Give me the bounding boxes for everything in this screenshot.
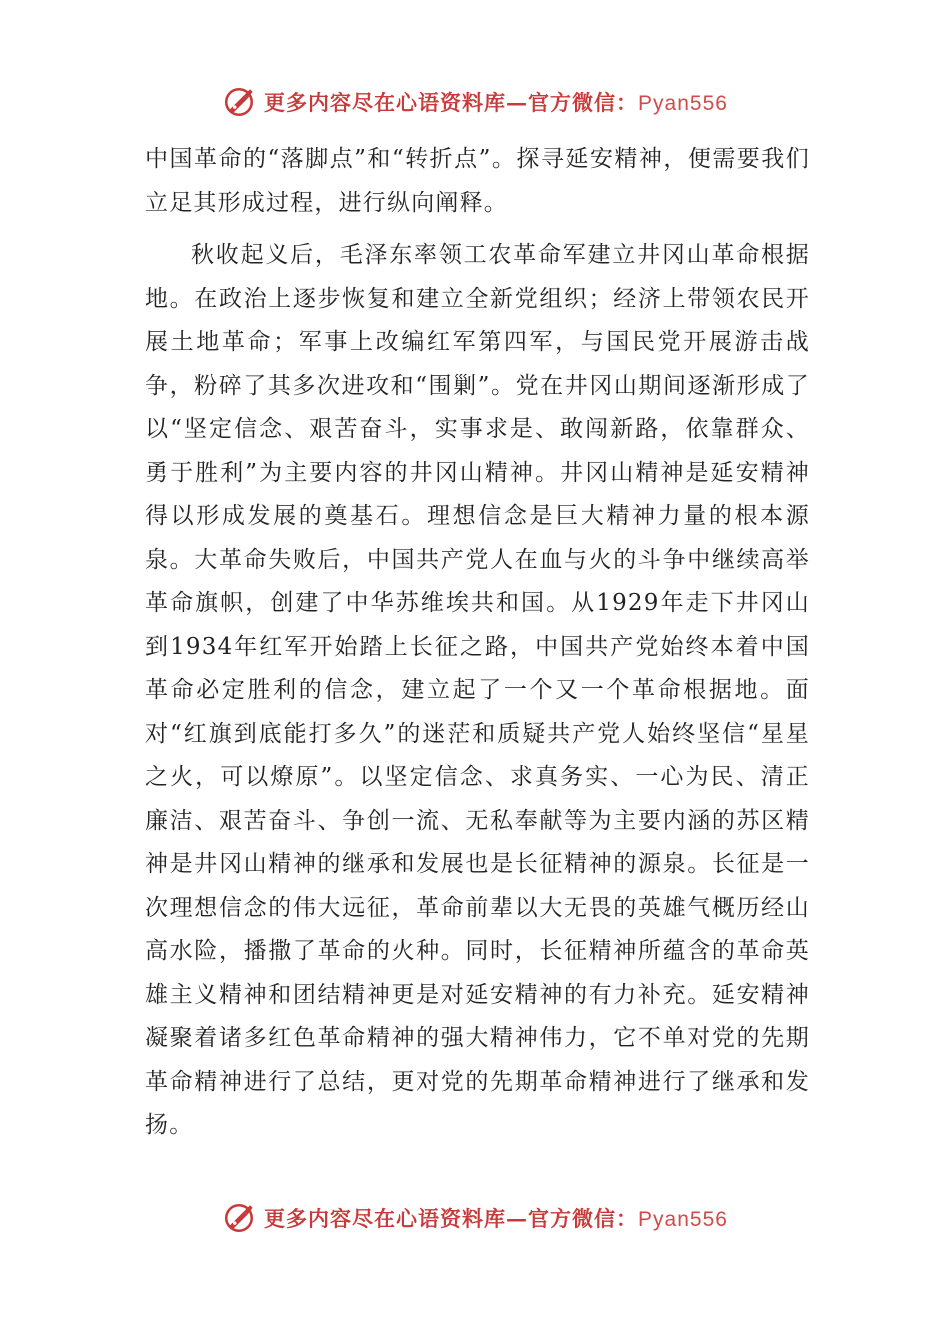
footer-banner <box>0 1203 950 1243</box>
header-banner <box>0 82 950 122</box>
header-wechat-id: Pyan556 <box>638 92 728 115</box>
footer-wechat-id: Pyan556 <box>638 1208 728 1231</box>
paragraph-1: 中国革命的“落脚点”和“转折点”。探寻延安精神，便需要我们立足其形成过程，进行纵向阐释。 <box>145 146 810 216</box>
pen-nib-logo-icon <box>222 85 256 119</box>
document-body <box>145 138 810 1148</box>
header-banner-text: 更多内容尽在心语资料库—官方微信：Pyan556 <box>264 90 728 115</box>
footer-banner-text: 更多内容尽在心语资料库—官方微信：Pyan556 <box>264 1206 728 1231</box>
paragraph-2: 秋收起义后，毛泽东率领工农革命军建立井冈山革命根据地。在政治上逐步恢复和建立全新党组织；经济上带领农民开展土地革命；军事上改编红军第四军，与国民党开展游击战争，粉碎了其多次进攻和“围剿”。党在井冈山期间逐渐形成了以“坚定信念、艰苦奋斗，实事求是、敢闯新路，依靠群众、勇于胜利”为主要内容的井冈山精神。井冈山精神是延安精神得以形成发展的奠基石。理想信念是巨大精神力量的根本源泉。大革命失败后，中国共产党人在血与火的斗争中继续高举革命旗帜，创建了中华苏维埃共和国。从1929年走下井冈山到1934年红军开始踏上长征之路，中国共产党始终本着中国革命必定胜利的信念，建立起了一个又一个革命根据地。面对“红旗到底能打多久”的迷茫和质疑共产党人始终坚信“星星之火，可以燎原”。以坚定信念、求真务实、一心为民、清正廉洁、艰苦奋斗、争创一流、无私奉献等为主要内涵的苏区精神是井冈山精神的继承和发展也是长征精神的源泉。长征是一次理想信念的伟大远征，革命前辈以大无畏的英雄气概历经山高水险，播撒了革命的火种。同时，长征精神所蕴含的革命英雄主义精神和团结精神更是对延安精神的有力补充。延安精神凝聚着诸多红色革命精神的强大精神伟力，它不单对党的先期革命精神进行了总结，更对党的先期革命精神进行了继承和发扬。 <box>145 242 810 1138</box>
pen-nib-logo-icon <box>222 1203 256 1235</box>
